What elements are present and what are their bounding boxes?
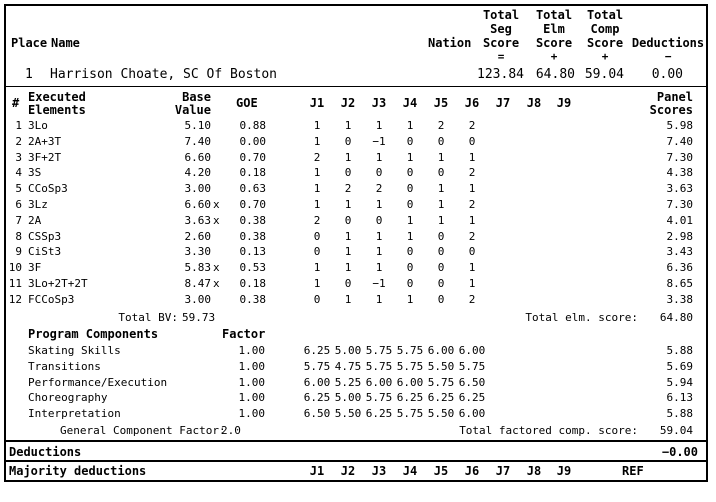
judge-score: 1 xyxy=(406,214,414,227)
component-factor: 1.00 xyxy=(238,391,265,404)
judge-score: 2 xyxy=(375,182,383,195)
element-number: 3 xyxy=(15,151,22,164)
judge-component-score: 6.25 xyxy=(365,407,393,420)
judge-score: 1 xyxy=(468,214,476,227)
judge-score: 0 xyxy=(406,277,414,290)
judge-component-score: 5.75 xyxy=(365,344,393,357)
judge-component-score: 5.25 xyxy=(334,376,362,389)
judge-score: 0 xyxy=(406,135,414,148)
judge-component-score: 5.00 xyxy=(334,391,362,404)
total-bv-label: Total BV: xyxy=(118,311,178,324)
skater-tcs: 59.04 xyxy=(584,67,624,82)
tcs-header-4: + xyxy=(601,50,609,63)
element-base-value: 4.20 xyxy=(184,166,211,179)
element-base-value: 7.40 xyxy=(184,135,211,148)
element-number: 2 xyxy=(15,135,22,148)
element-panel-score: 7.30 xyxy=(666,151,693,164)
nation-header: Nation xyxy=(428,36,472,50)
majority-judge-header: J3 xyxy=(371,464,387,478)
judge-component-score: 6.25 xyxy=(396,391,424,404)
judge-score: 1 xyxy=(313,135,321,148)
judge-score: 0 xyxy=(437,277,445,290)
judge-score: 0 xyxy=(437,230,445,243)
judge-score: 1 xyxy=(344,293,352,306)
majority-ref: REF xyxy=(622,464,644,478)
judge-score: 1 xyxy=(375,245,383,258)
judge-score: 0 xyxy=(344,166,352,179)
element-code: CCoSp3 xyxy=(28,182,68,195)
element-goe: 0.18 xyxy=(239,166,266,179)
element-base-value: 3.30 xyxy=(184,245,211,258)
base-header-2: Value xyxy=(174,103,211,117)
element-goe: 0.18 xyxy=(239,277,266,290)
skater-deductions: 0.00 xyxy=(651,67,683,82)
judge-score: 0 xyxy=(344,277,352,290)
judge-score: 1 xyxy=(313,277,321,290)
component-panel-score: 5.88 xyxy=(666,344,693,357)
tss-header-1: Total xyxy=(482,8,520,22)
judge-component-score: 5.75 xyxy=(396,360,424,373)
judge-score: 0 xyxy=(406,166,414,179)
judge-score: 0 xyxy=(406,182,414,195)
judge-score: 0 xyxy=(406,198,414,211)
comp-total-label: Total factored comp. score: xyxy=(459,424,638,437)
judge-score: 0 xyxy=(406,261,414,274)
judge-score: 0 xyxy=(344,135,352,148)
judge-score: 2 xyxy=(344,182,352,195)
judge-score: 1 xyxy=(344,230,352,243)
gcf-value: 2.0 xyxy=(221,424,241,437)
component-panel-score: 5.69 xyxy=(666,360,693,373)
judge-score: 0 xyxy=(406,245,414,258)
judge-score: 2 xyxy=(468,198,476,211)
judge-score: 1 xyxy=(468,277,476,290)
judge-score: 0 xyxy=(313,245,321,258)
tss-header-2: Seg xyxy=(490,22,512,36)
component-name: Interpretation xyxy=(28,407,121,420)
deductions-row-label: Deductions xyxy=(9,445,82,459)
judge-score: 0 xyxy=(313,230,321,243)
judge-score: 1 xyxy=(468,151,476,164)
judge-score: −1 xyxy=(372,135,386,148)
judge-score: 1 xyxy=(344,119,352,132)
element-code: FCCoSp3 xyxy=(28,293,75,306)
judge-component-score: 5.75 xyxy=(458,360,486,373)
element-base-value: 2.60 xyxy=(184,230,211,243)
judge-score: 2 xyxy=(313,214,321,227)
element-goe: 0.38 xyxy=(239,293,266,306)
element-number: 4 xyxy=(15,166,22,179)
judge-score: −1 xyxy=(372,277,386,290)
judge-score: 1 xyxy=(344,151,352,164)
judge-score: 0 xyxy=(375,214,383,227)
tes-header-2: Elm xyxy=(543,22,565,36)
element-base-value: 3.63 xyxy=(184,214,211,227)
judge-component-score: 5.75 xyxy=(303,360,331,373)
element-goe: 0.00 xyxy=(239,135,266,148)
judge-header: J4 xyxy=(402,96,418,110)
judge-score: 1 xyxy=(375,230,383,243)
judge-score: 0 xyxy=(437,245,445,258)
judge-header: J3 xyxy=(371,96,387,110)
judge-score: 1 xyxy=(468,182,476,195)
judge-score: 1 xyxy=(313,119,321,132)
judge-component-score: 6.50 xyxy=(303,407,331,420)
element-bonus-marker: x xyxy=(213,261,220,274)
element-number: 10 xyxy=(8,261,22,274)
tcs-header-3: Score xyxy=(586,36,624,50)
judge-score: 0 xyxy=(375,166,383,179)
judge-component-score: 5.00 xyxy=(334,344,362,357)
divider xyxy=(6,440,706,442)
element-goe: 0.70 xyxy=(239,151,266,164)
judge-score: 0 xyxy=(313,293,321,306)
component-factor: 1.00 xyxy=(238,360,265,373)
element-number: 9 xyxy=(15,245,22,258)
element-panel-score: 8.65 xyxy=(666,277,693,290)
judge-score: 1 xyxy=(375,261,383,274)
element-base-value: 8.47 xyxy=(184,277,211,290)
judge-score: 2 xyxy=(468,230,476,243)
judge-score: 2 xyxy=(468,119,476,132)
tss-header-3: Score xyxy=(482,36,520,50)
judge-score: 2 xyxy=(468,166,476,179)
majority-judge-header: J9 xyxy=(556,464,572,478)
element-panel-score: 3.63 xyxy=(666,182,693,195)
element-goe: 0.13 xyxy=(239,245,266,258)
judge-score: 1 xyxy=(344,245,352,258)
majority-judge-header: J6 xyxy=(464,464,480,478)
judge-component-score: 6.00 xyxy=(396,376,424,389)
judge-component-score: 6.25 xyxy=(458,391,486,404)
divider xyxy=(6,86,706,87)
judge-component-score: 6.50 xyxy=(458,376,486,389)
element-goe: 0.70 xyxy=(239,198,266,211)
judge-score: 1 xyxy=(437,151,445,164)
element-code: 3Lz xyxy=(28,198,48,211)
judge-score: 0 xyxy=(344,214,352,227)
element-base-value: 6.60 xyxy=(184,151,211,164)
name-header: Name xyxy=(51,36,80,50)
judge-score: 1 xyxy=(313,182,321,195)
element-code: CSSp3 xyxy=(28,230,62,243)
judge-score: 1 xyxy=(437,182,445,195)
judge-score: 1 xyxy=(406,293,414,306)
judge-score: 1 xyxy=(437,214,445,227)
judge-score: 0 xyxy=(468,245,476,258)
tcs-header-1: Total xyxy=(586,8,624,22)
total-elm-label: Total elm. score: xyxy=(525,311,638,324)
element-bonus-marker: x xyxy=(213,198,220,211)
element-goe: 0.63 xyxy=(239,182,266,195)
judge-score: 1 xyxy=(375,293,383,306)
element-code: 2A xyxy=(28,214,42,227)
element-goe: 0.88 xyxy=(239,119,266,132)
judge-score: 0 xyxy=(468,135,476,148)
judge-score: 1 xyxy=(375,198,383,211)
element-code: 3F+2T xyxy=(28,151,62,164)
tss-header-4: = xyxy=(497,50,505,63)
element-goe: 0.38 xyxy=(239,230,266,243)
judge-component-score: 5.75 xyxy=(365,391,393,404)
place-header: Place xyxy=(11,36,48,50)
component-name: Skating Skills xyxy=(28,344,121,357)
element-number: 6 xyxy=(15,198,22,211)
judge-score: 1 xyxy=(406,151,414,164)
component-name: Choreography xyxy=(28,391,108,404)
judge-component-score: 6.00 xyxy=(303,376,331,389)
comp-total-value: 59.04 xyxy=(659,424,693,437)
judge-header: J6 xyxy=(464,96,480,110)
tes-header-3: Score xyxy=(535,36,573,50)
element-bonus-marker: x xyxy=(213,214,220,227)
judge-header: J8 xyxy=(526,96,542,110)
majority-deductions-label: Majority deductions xyxy=(9,464,147,478)
judge-score: 1 xyxy=(313,261,321,274)
judge-score: 0 xyxy=(437,293,445,306)
element-bonus-marker: x xyxy=(213,277,220,290)
component-name: Transitions xyxy=(28,360,101,373)
judge-component-score: 6.00 xyxy=(365,376,393,389)
majority-judge-header: J5 xyxy=(433,464,449,478)
base-header-1: Base xyxy=(182,90,211,104)
element-base-value: 3.00 xyxy=(184,293,211,306)
majority-judge-header: J4 xyxy=(402,464,418,478)
element-panel-score: 6.36 xyxy=(666,261,693,274)
element-base-value: 5.10 xyxy=(184,119,211,132)
element-code: 3S xyxy=(28,166,42,179)
elements-num-header: # xyxy=(12,96,20,110)
element-code: 3Lo xyxy=(28,119,48,132)
component-factor: 1.00 xyxy=(238,376,265,389)
deductions-row-value: −0.00 xyxy=(661,445,698,459)
judge-score: 1 xyxy=(468,261,476,274)
element-panel-score: 4.38 xyxy=(666,166,693,179)
total-elm-value: 64.80 xyxy=(659,311,693,324)
component-panel-score: 6.13 xyxy=(666,391,693,404)
element-base-value: 6.60 xyxy=(184,198,211,211)
element-code: 2A+3T xyxy=(28,135,62,148)
judge-component-score: 5.75 xyxy=(396,407,424,420)
element-base-value: 3.00 xyxy=(184,182,211,195)
tes-header-1: Total xyxy=(535,8,573,22)
judge-score: 0 xyxy=(437,166,445,179)
judge-score: 0 xyxy=(437,135,445,148)
skater-tes: 64.80 xyxy=(535,67,575,82)
judge-component-score: 5.75 xyxy=(365,360,393,373)
gcf-label: General Component Factor: xyxy=(60,424,226,437)
element-number: 1 xyxy=(15,119,22,132)
judge-component-score: 5.75 xyxy=(396,344,424,357)
judge-component-score: 5.50 xyxy=(427,407,455,420)
element-panel-score: 4.01 xyxy=(666,214,693,227)
judge-header: J9 xyxy=(556,96,572,110)
judge-score: 1 xyxy=(313,198,321,211)
judge-score: 2 xyxy=(468,293,476,306)
judge-component-score: 6.25 xyxy=(303,344,331,357)
judge-component-score: 6.25 xyxy=(303,391,331,404)
judge-component-score: 6.25 xyxy=(427,391,455,404)
tcs-header-2: Comp xyxy=(590,22,620,36)
component-factor: 1.00 xyxy=(238,344,265,357)
element-code: CiSt3 xyxy=(28,245,62,258)
element-number: 8 xyxy=(15,230,22,243)
deductions-header-sign: − xyxy=(664,50,672,63)
judge-score: 1 xyxy=(375,151,383,164)
judge-header: J7 xyxy=(495,96,511,110)
goe-header: GOE xyxy=(236,96,258,110)
skater-name: Harrison Choate, SC Of Boston xyxy=(50,67,277,82)
element-panel-score: 7.30 xyxy=(666,198,693,211)
factor-header: Factor xyxy=(222,327,266,341)
element-panel-score: 5.98 xyxy=(666,119,693,132)
component-factor: 1.00 xyxy=(238,407,265,420)
total-bv-value: 59.73 xyxy=(182,311,216,324)
element-number: 7 xyxy=(15,214,22,227)
judge-score: 1 xyxy=(406,119,414,132)
judge-score: 1 xyxy=(406,230,414,243)
skater-tss: 123.84 xyxy=(477,67,524,82)
executed-header-1: Executed xyxy=(28,90,86,104)
judge-component-score: 4.75 xyxy=(334,360,362,373)
element-code: 3F xyxy=(28,261,42,274)
judge-score: 0 xyxy=(437,261,445,274)
element-panel-score: 2.98 xyxy=(666,230,693,243)
component-panel-score: 5.94 xyxy=(666,376,693,389)
judge-score: 1 xyxy=(313,166,321,179)
element-panel-score: 3.38 xyxy=(666,293,693,306)
judge-score: 1 xyxy=(437,198,445,211)
deductions-header: Deductions xyxy=(631,36,705,50)
panel-header-2: Scores xyxy=(649,103,693,117)
element-panel-score: 3.43 xyxy=(666,245,693,258)
judge-component-score: 5.50 xyxy=(427,360,455,373)
judge-score: 2 xyxy=(313,151,321,164)
judge-component-score: 6.00 xyxy=(427,344,455,357)
judge-component-score: 5.75 xyxy=(427,376,455,389)
majority-judge-header: J8 xyxy=(526,464,542,478)
component-name: Performance/Execution xyxy=(28,376,168,389)
judge-score: 1 xyxy=(344,261,352,274)
judge-component-score: 5.50 xyxy=(334,407,362,420)
components-header: Program Components xyxy=(28,327,159,341)
panel-header-1: Panel xyxy=(656,90,693,104)
element-code: 3Lo+2T+2T xyxy=(28,277,88,290)
judge-header: J2 xyxy=(340,96,356,110)
judge-score: 1 xyxy=(375,119,383,132)
executed-header-2: Elements xyxy=(28,103,86,117)
element-goe: 0.53 xyxy=(239,261,266,274)
element-base-value: 5.83 xyxy=(184,261,211,274)
element-number: 5 xyxy=(15,182,22,195)
judge-score: 2 xyxy=(437,119,445,132)
component-panel-score: 5.88 xyxy=(666,407,693,420)
judge-header: J1 xyxy=(309,96,325,110)
judge-score: 1 xyxy=(344,198,352,211)
judge-component-score: 6.00 xyxy=(458,407,486,420)
element-number: 11 xyxy=(8,277,22,290)
skater-rank: 1 xyxy=(25,67,33,82)
element-goe: 0.38 xyxy=(239,214,266,227)
majority-judge-header: J2 xyxy=(340,464,356,478)
judge-header: J5 xyxy=(433,96,449,110)
judge-component-score: 6.00 xyxy=(458,344,486,357)
majority-judge-header: J7 xyxy=(495,464,511,478)
tes-header-4: + xyxy=(550,50,558,63)
element-number: 12 xyxy=(8,293,22,306)
majority-judge-header: J1 xyxy=(309,464,325,478)
element-panel-score: 7.40 xyxy=(666,135,693,148)
divider xyxy=(6,460,706,462)
